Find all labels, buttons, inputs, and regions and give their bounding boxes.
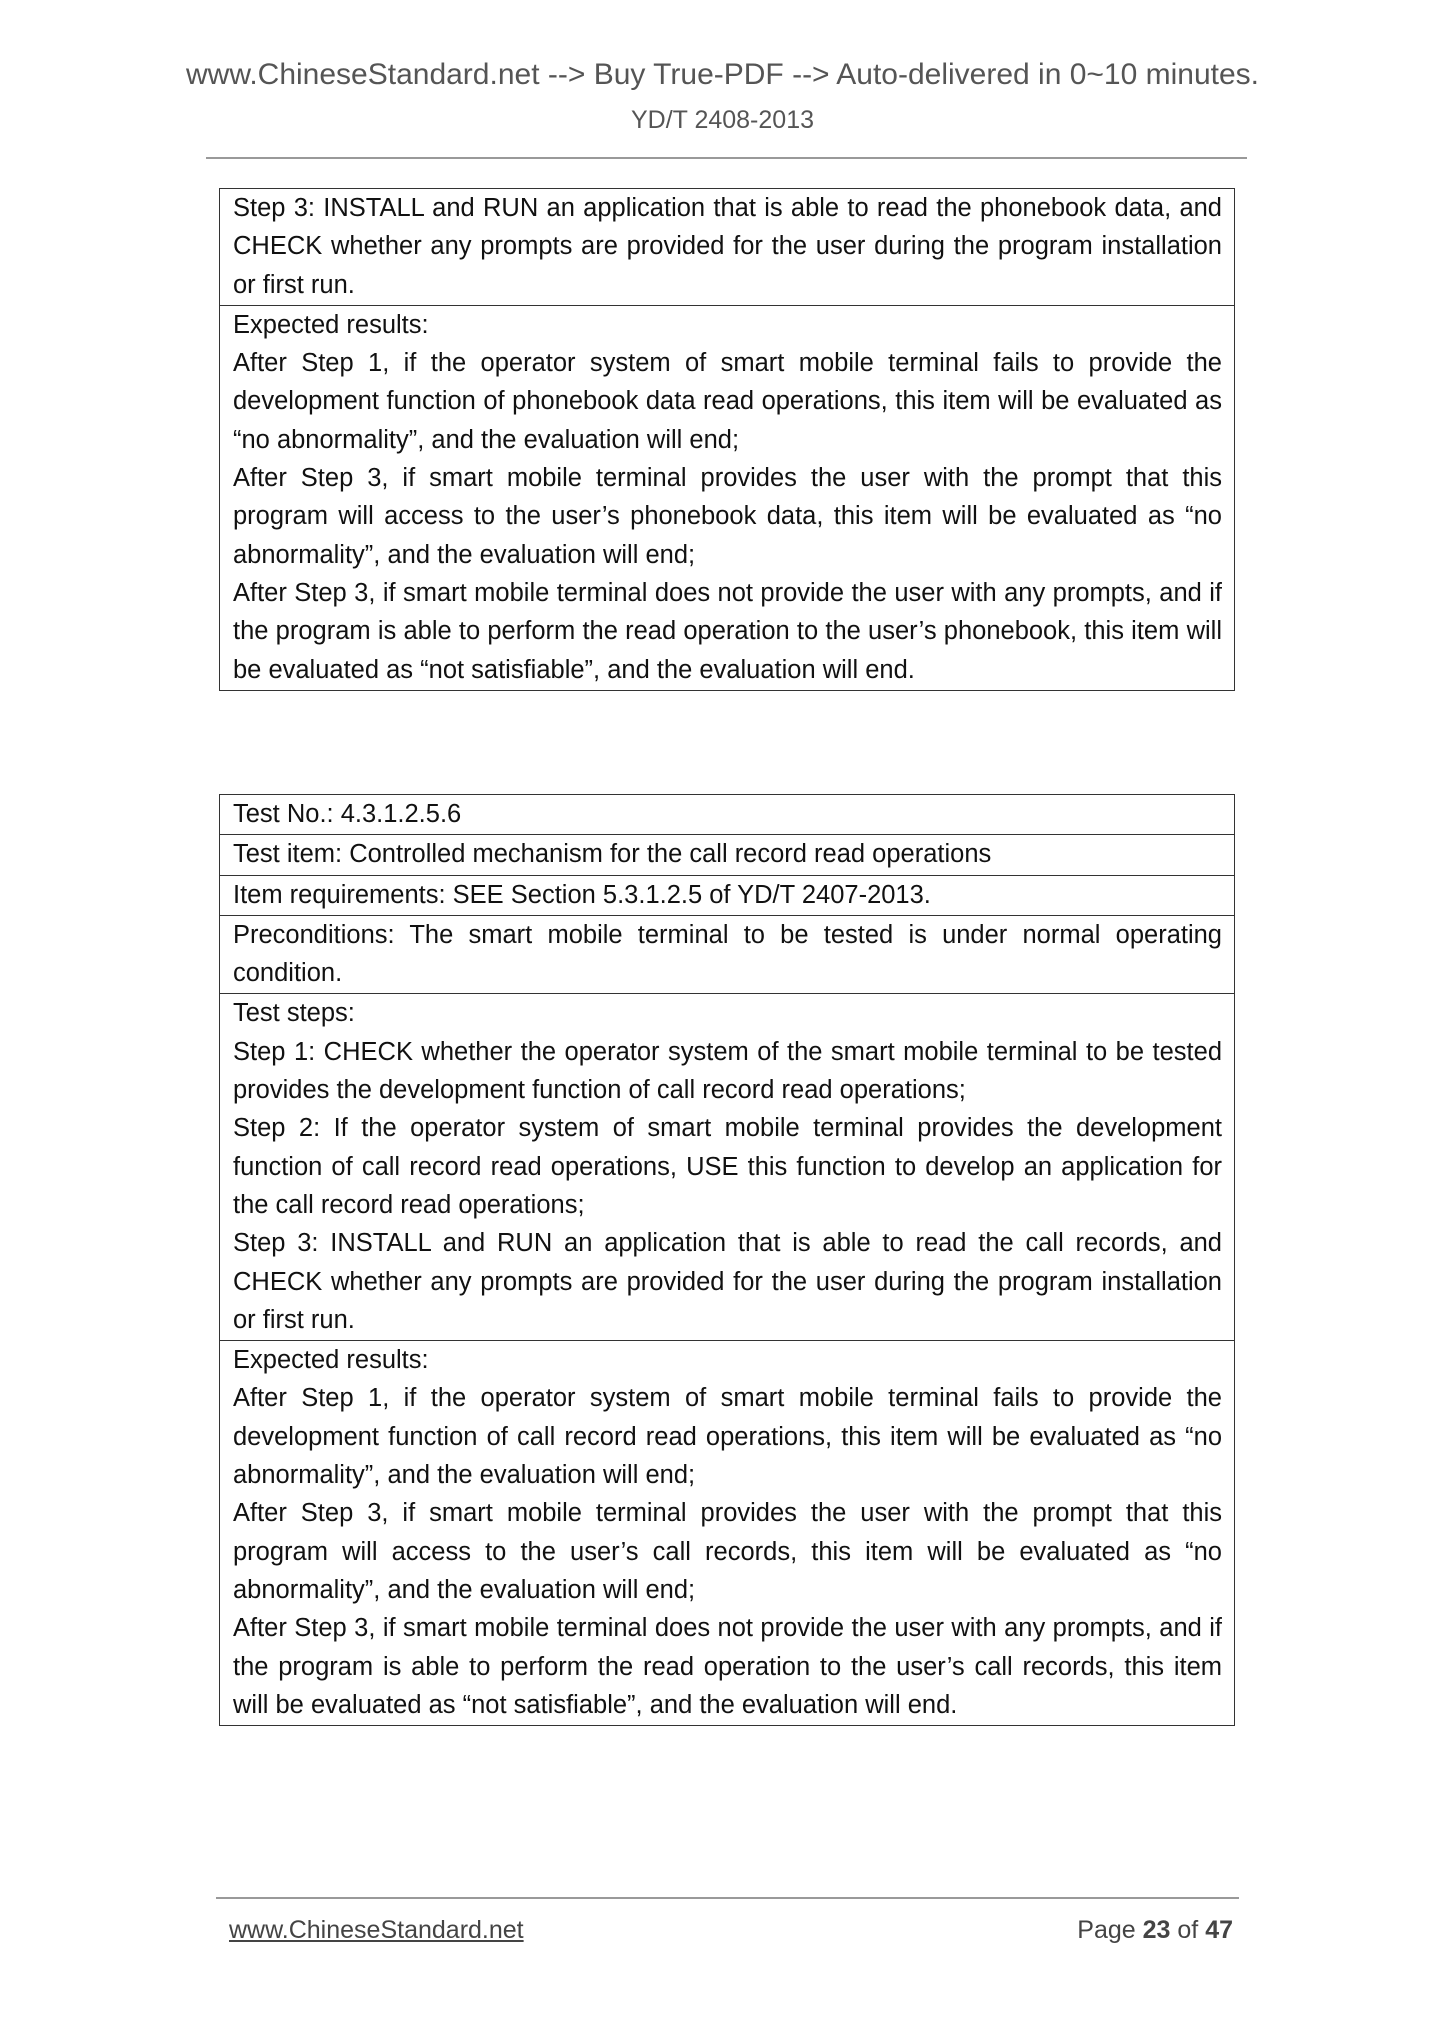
expected-results-cell	[220, 1341, 1235, 1726]
of-word: of	[1177, 1916, 1199, 1944]
footer-divider	[216, 1897, 1239, 1899]
expected-results-cell	[220, 305, 1235, 690]
requirements-cell: Item requirements: SEE Section 5.3.1.2.5 of YD/T 2407-2013.	[220, 875, 1235, 915]
test-no-cell: Test No.: 4.3.1.2.5.6	[220, 795, 1235, 835]
test-table-continued	[219, 188, 1235, 691]
footer-site-link[interactable]: www.ChineseStandard.net	[229, 1916, 524, 1944]
expected-result: After Step 1, if the operator system of smart mobile terminal fails to provide the development function of call record read operations, this item will be evaluated as “no abnormality”, and the evaluation will end;	[233, 1384, 1222, 1490]
test-table-4-3-1-2-5-6	[219, 794, 1235, 1726]
header-divider	[206, 157, 1247, 159]
expected-result: After Step 3, if smart mobile terminal provides the user with the prompt that this program will access to the user’s phonebook data, this item will be evaluated as “no abnormality”, and the evaluation will end;	[233, 464, 1222, 569]
total-pages: 47	[1205, 1916, 1233, 1944]
test-step: Step 1: CHECK whether the operator system of the smart mobile terminal to be tested provides the development function of call record read operations;	[233, 1037, 1222, 1105]
steps-label: Test steps:	[233, 999, 355, 1028]
test-item-cell: Test item: Controlled mechanism for the call record read operations	[220, 835, 1235, 875]
test-steps-cell	[220, 994, 1235, 1341]
expected-label: Expected results:	[233, 1346, 429, 1375]
expected-result: After Step 3, if smart mobile terminal does not provide the user with any prompts, and if the program is able to perform the read operation to the user’s call records, this item will be evaluated as “not satisfiable”, and the evaluation will end.	[233, 1614, 1222, 1719]
test-step: Step 2: If the operator system of smart mobile terminal provides the development function of call record read operations, USE this function to develop an application for the call record read operations;	[233, 1114, 1222, 1219]
expected-result: After Step 1, if the operator system of smart mobile terminal fails to provide the development function of phonebook data read operations, this item will be evaluated as “no abnormality”, and the evaluation will end;	[233, 349, 1222, 454]
current-page: 23	[1142, 1916, 1171, 1944]
step-3-cell: Step 3: INSTALL and RUN an application that is able to read the phonebook data, and CHECK whether any prompts are provided for the user during the program installation or first run.	[220, 189, 1235, 306]
expected-label: Expected results:	[233, 310, 429, 339]
test-step: Step 3: INSTALL and RUN an application that is able to read the call records, and CHECK whether any prompts are provided for the user during the program installation or first run.	[233, 1229, 1222, 1334]
page-word: Page	[1077, 1916, 1136, 1944]
expected-result: After Step 3, if smart mobile terminal does not provide the user with any prompts, and if the program is able to perform the read operation to the user’s phonebook, this item will be evaluated as “not satisfiable”, and the evaluation will end.	[233, 578, 1222, 684]
expected-result: After Step 3, if smart mobile terminal provides the user with the prompt that this program will access to the user’s call records, this item will be evaluated as “no abnormality”, and the evaluation will end;	[233, 1499, 1222, 1604]
preconditions-cell: Preconditions: The smart mobile terminal to be tested is under normal operating condition.	[220, 915, 1235, 994]
page-indicator	[1077, 1916, 1233, 1945]
standard-number: YD/T 2408-2013	[631, 106, 814, 134]
header-banner: www.ChineseStandard.net --> Buy True-PDF --> Auto-delivered in 0~10 minutes.	[185, 58, 1260, 91]
